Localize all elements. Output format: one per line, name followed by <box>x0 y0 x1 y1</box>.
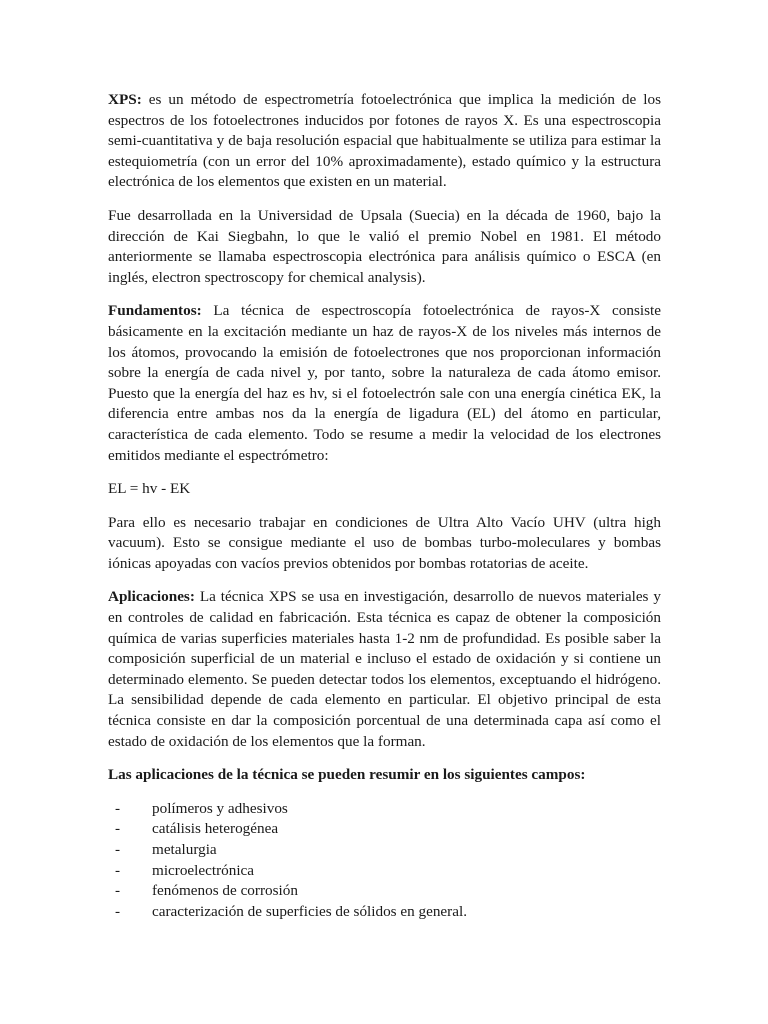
list-item-text: polímeros y adhesivos <box>152 799 288 817</box>
applications-list-heading: Las aplicaciones de la técnica se pueden resumir en los siguientes campos: <box>108 766 586 784</box>
list-item-text: caracterización de superficies de sólidos en general. <box>152 902 467 920</box>
list-dash: - <box>115 799 121 817</box>
applications-list <box>108 799 661 923</box>
paragraph-history <box>108 206 661 288</box>
list-dash: - <box>115 841 121 858</box>
paragraph-text: es un método de espectrometría fotoelectrónica que implica la medición de los espectros de los fotoelectrones inducidos por fotones de rayos X. Es una espectroscopia semi-cuantitativa y de baja resolución espacial que habitualmente se utiliza para estimar la estequiometría (con un error del 10% aproximadamente), estado químico y la estructura electrónica de los elementos que existen en un material. <box>108 91 661 191</box>
paragraph-xps-definition <box>108 90 661 193</box>
term-label-aplicaciones: Aplicaciones: <box>108 588 195 606</box>
paragraph-applications <box>108 587 661 752</box>
list-dash: - <box>115 861 121 879</box>
list-item <box>108 881 661 902</box>
list-dash: - <box>115 820 121 838</box>
list-item <box>108 840 661 861</box>
paragraph-vacuum <box>108 513 661 575</box>
list-item-text: microelectrónica <box>152 861 255 879</box>
list-item <box>108 799 661 820</box>
list-item <box>108 861 661 882</box>
list-item <box>108 819 661 840</box>
list-item-text: metalurgia <box>152 841 217 858</box>
document-page <box>108 90 661 922</box>
list-item-text: fenómenos de corrosión <box>152 882 298 900</box>
paragraph-text: La técnica de espectroscopía fotoelectrónica de rayos-X consiste básicamente en la excitación mediante un haz de rayos-X de los niveles más internos de los átomos, provocando la emisión de fotoelectrones que nos proporcionan información sobre la energía de cada nivel y, por tanto, sobre la naturaleza de cada átomo emisor. Puesto que la energía del haz es hv, si el fotoelectrón sale con una energía cinética EK, la diferencia entre ambas nos da la energía de ligadura (EL) del átomo en particular, característica de cada elemento. Todo se resume a medir la velocidad de los electrones emitidos mediante el espectrómetro: <box>108 302 661 464</box>
list-item <box>108 902 661 923</box>
paragraph-text: La técnica XPS se usa en investigación, desarrollo de nuevos materiales y en controles de calidad en fabricación. Esta técnica es capaz de obtener la composición química de varias superficies materiales hasta 1-2 nm de profundidad. Es posible saber la composición superficial de un material e incluso el estado de oxidación y si contiene un determinado elemento. Se pueden detectar todos los elementos, exceptuando el hidrógeno. La sensibilidad depende de cada elemento en particular. El objetivo principal de esta técnica consiste en dar la composición porcentual de una determinada capa así como el estado de oxidación de los elementos que la forman. <box>108 588 661 750</box>
list-item-text: catálisis heterogénea <box>152 820 279 838</box>
list-dash: - <box>115 902 121 920</box>
term-label-xps: XPS: <box>108 91 142 108</box>
paragraph-text: Para ello es necesario trabajar en condiciones de Ultra Alto Vacío UHV (ultra high vacuum). Esto se consigue mediante el uso de bombas turbo-moleculares y bombas iónicas apoyadas con vacíos previos obtenidos por bombas rotatorias de aceite. <box>108 513 661 572</box>
term-label-fundamentos: Fundamentos: <box>108 302 202 320</box>
paragraph-text: Fue desarrollada en la Universidad de Upsala (Suecia) en la década de 1960, bajo la dirección de Kai Siegbahn, lo que le valió el premio Nobel en 1981. El método anteriormente se llamaba espectroscopia electrónica para análisis químico o ESCA (en inglés, electron spectroscopy for chemical analysis). <box>108 206 661 286</box>
list-dash: - <box>115 882 121 900</box>
binding-energy-formula: EL = hv - EK <box>108 480 191 498</box>
paragraph-fundamentals <box>108 301 661 466</box>
